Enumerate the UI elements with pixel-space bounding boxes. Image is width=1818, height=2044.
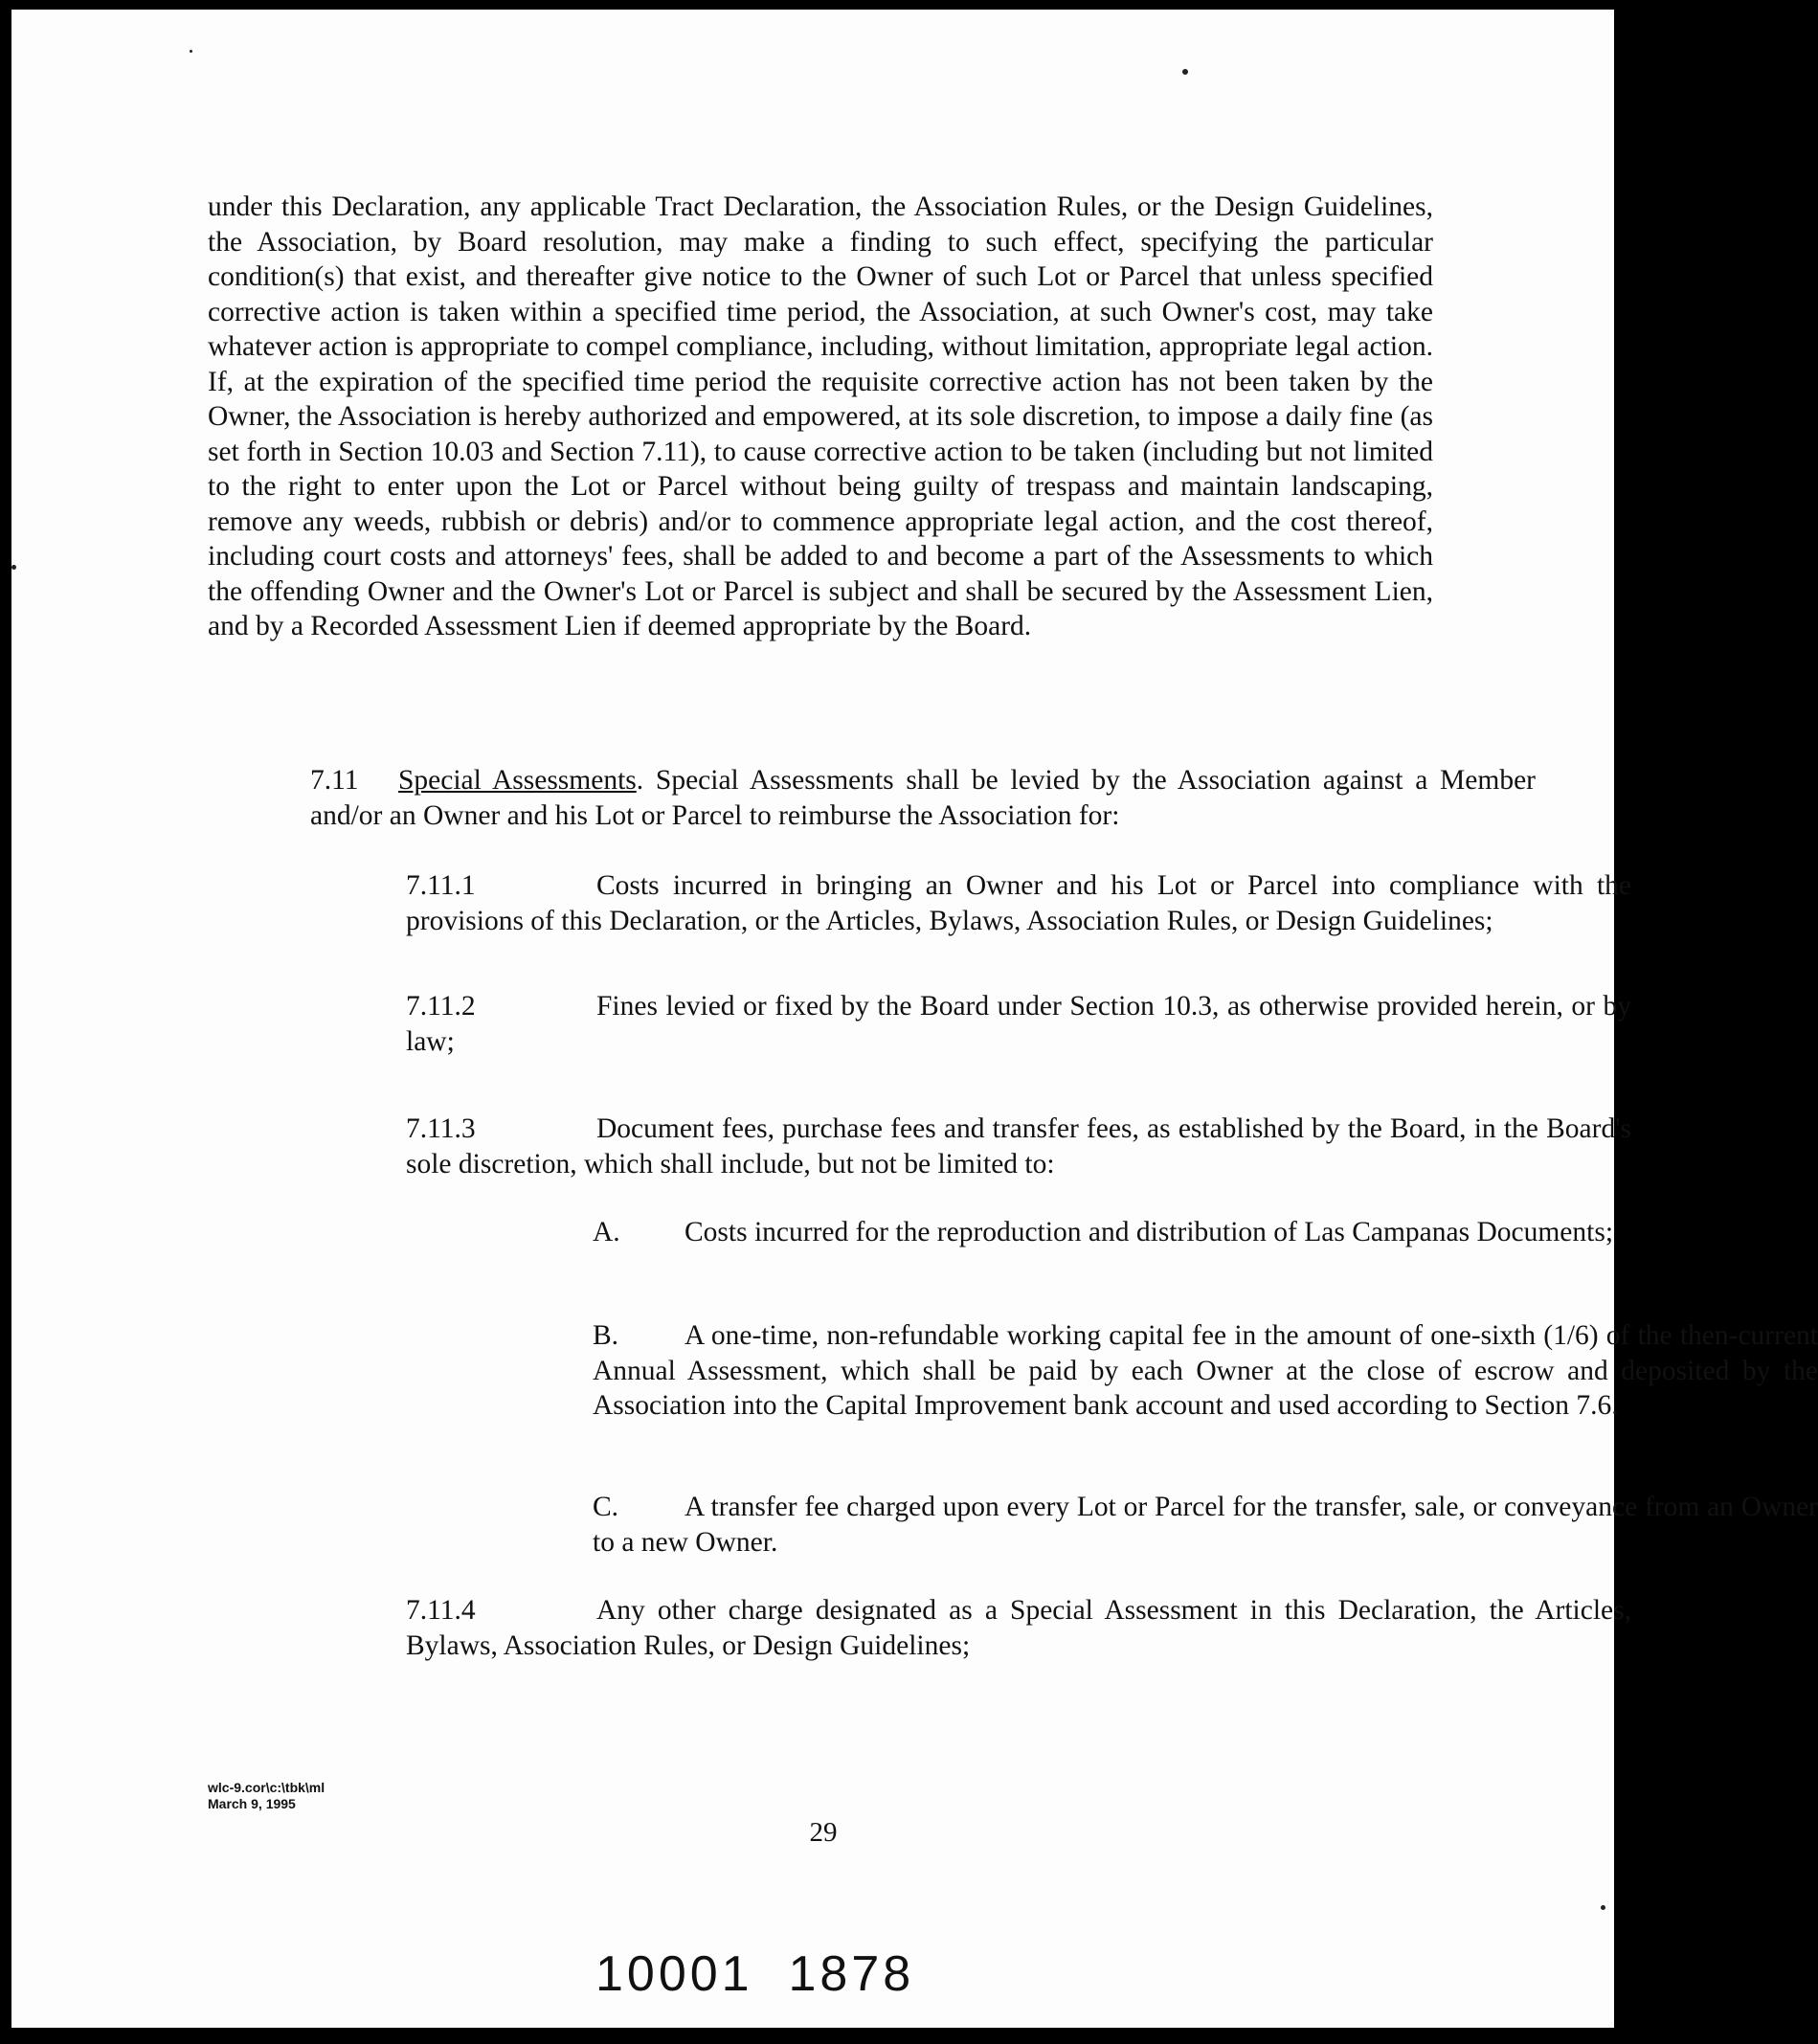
section-7-11-special-assessments <box>208 763 1536 833</box>
subsection-number: 7.11.4 <box>406 1595 476 1626</box>
subsection-7-11-1 <box>208 868 1631 938</box>
list-item-letter: C. <box>593 1492 619 1522</box>
subsection-number: 7.11.3 <box>406 1113 476 1144</box>
document-number: 10001 1878 <box>595 1946 915 2002</box>
list-item-text: A one-time, non-refundable working capital fee in the amount of one-sixth (1/6) of the then-current Annual Assessment, which shall be paid by each Owner at the close of escrow and deposited by the Association into the Capital Improvement bank account and used according to Section 7.6. <box>593 1320 1818 1421</box>
subsection-number: 7.11.2 <box>406 991 476 1022</box>
list-item-b <box>208 1318 1818 1424</box>
footer-file-path: wlc-9.cor\c:\tbk\ml <box>208 1780 325 1795</box>
section-heading: Special Assessments <box>398 765 637 796</box>
footer-file-reference <box>208 1780 325 1812</box>
subsection-text: Any other charge designated as a Special Assessment in this Declaration, the Articles, Bylaws, Association Rules, or Design Guidelines; <box>406 1595 1631 1661</box>
list-item-c <box>208 1490 1818 1560</box>
list-item-text: A transfer fee charged upon every Lot or Parcel for the transfer, sale, or conveyance from an Owner to a new Owner. <box>593 1492 1818 1558</box>
subsection-7-11-2 <box>208 989 1631 1059</box>
footer-date: March 9, 1995 <box>208 1796 296 1811</box>
paragraph-continuation <box>208 190 1433 644</box>
list-item-text: Costs incurred for the reproduction and distribution of Las Campanas Documents; <box>685 1217 1614 1247</box>
scan-speck <box>11 565 16 570</box>
page-number: 29 <box>809 1817 838 1848</box>
subsection-7-11-4 <box>208 1593 1631 1663</box>
list-item-letter: A. <box>593 1217 620 1247</box>
subsection-number: 7.11.1 <box>406 870 476 901</box>
paragraph-continuation-text: under this Declaration, any applicable Tract Declaration, the Association Rules, or the Design Guidelines, the Association, by Board resolution, may make a finding to such effect, specifying the particular condition(s) that exist, and thereafter give notice to the Owner of such Lot or Parcel that unless specified corrective action is taken within a specified time period, the Association, at such Owner's cost, may take whatever action is appropriate to compel compliance, including, without limitation, appropriate legal action. If, at the expiration of the specified time period the requisite corrective action has not been taken by the Owner, the Association is hereby authorized and empowered, at its sole discretion, to impose a daily fine (as set forth in Section 10.03 and Section 7.11), to cause corrective action to be taken (including but not limited to the right to enter upon the Lot or Parcel without being guilty of trespass and maintain landscaping, remove any weeds, rubbish or debris) and/or to commence appropriate legal action, and the cost thereof, including court costs and attorneys' fees, shall be added to and become a part of the Assessments to which the offending Owner and the Owner's Lot or Parcel is subject and shall be secured by the Assessment Lien, and by a Recorded Assessment Lien if deemed appropriate by the Board. <box>208 191 1433 641</box>
scan-speck <box>190 50 192 53</box>
section-text: . Special Assessments shall be levied by the Association against a Member and/or an Owner and his Lot or Parcel to reimburse the Association for: <box>310 765 1536 831</box>
subsection-text: Costs incurred in bringing an Owner and his Lot or Parcel into compliance with the provisions of this Declaration, or the Articles, Bylaws, Association Rules, or Design Guidelines; <box>406 870 1631 936</box>
document-page <box>11 10 1818 2028</box>
subsection-text: Fines levied or fixed by the Board under Section 10.3, as otherwise provided herein, or by law; <box>406 991 1631 1057</box>
list-item-letter: B. <box>593 1320 619 1351</box>
scan-speck <box>1182 69 1188 75</box>
subsection-text: Document fees, purchase fees and transfer fees, as established by the Board, in the Board's sole discretion, which shall include, but not be limited to: <box>406 1113 1631 1179</box>
section-number: 7.11 <box>310 765 359 796</box>
list-item-a <box>208 1215 1818 1250</box>
scan-speck <box>1601 1905 1605 1910</box>
subsection-7-11-3 <box>208 1112 1631 1181</box>
